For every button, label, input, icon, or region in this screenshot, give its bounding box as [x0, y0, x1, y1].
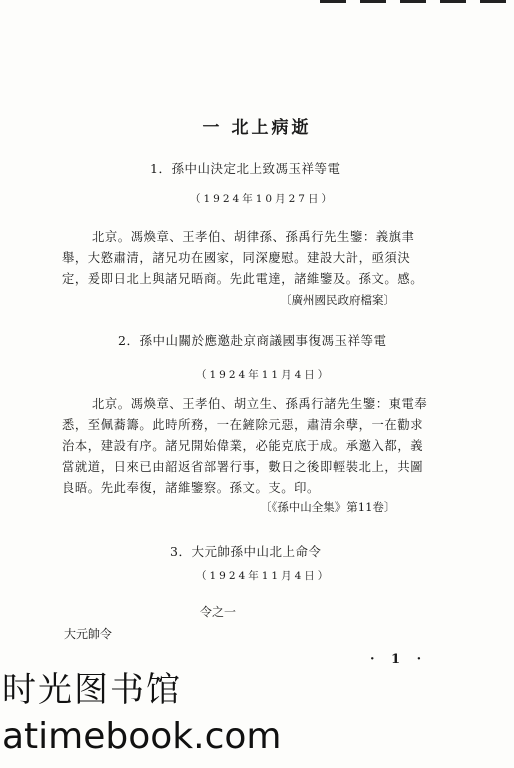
watermark-title: 时光图书馆 [2, 670, 182, 710]
section3-date: （1924年11月4日） [196, 570, 332, 582]
section3-heading: 3．大元帥孫中山北上命令 [170, 544, 322, 559]
watermark-url: atimebook.com [2, 716, 282, 757]
section2-date: （1924年11月4日） [196, 369, 332, 381]
top-edge-marks [320, 0, 506, 3]
edge-mark [320, 0, 346, 3]
section1-source: 〔廣州國民政府檔案〕 [280, 293, 395, 307]
section1-body: 北京。馮煥章、王孝伯、胡律孫、孫禹行先生鑒：義旗聿舉，大憝肅清，諸兄功在國家，同深慶慰。建設大計，亟須決定，爰即日北上與諸兄晤商。先此電達，諸維鑒及。孫文。感。 [62, 230, 424, 286]
chapter-title: 一 北上病逝 [202, 118, 312, 138]
page-number: · 1 · [370, 652, 428, 667]
section1-date: （1924年10月27日） [190, 193, 335, 205]
section2-heading: 2．孫中山關於應邀赴京商議國事復馮玉祥等電 [118, 333, 387, 348]
section2-body: 北京。馮煥章、王孝伯、胡立生、孫禹行諸先生鑒：東電奉悉，至佩蕎籌。此時所務，一在鏟除元惡，肅清余孽，一在勸求治本，建設有序。諸兄開始偉業，必能克底于成。承邀入都，義當就道，日來已由韶返省部署行事，數日之後即輕裝北上，共圖良晤。先此奉復，諸維鑒察。孫文。支。印。 [62, 397, 428, 495]
edge-mark [440, 0, 466, 3]
order-label: 令之一 [200, 605, 237, 619]
edge-mark [360, 0, 386, 3]
order-first-line: 大元帥令 [64, 627, 113, 641]
edge-mark [480, 0, 506, 3]
edge-mark [400, 0, 426, 3]
section1-heading: 1．孫中山決定北上致馮玉祥等電 [150, 161, 341, 176]
section2-source: 〔《孫中山全集》第11卷〕 [260, 500, 396, 514]
